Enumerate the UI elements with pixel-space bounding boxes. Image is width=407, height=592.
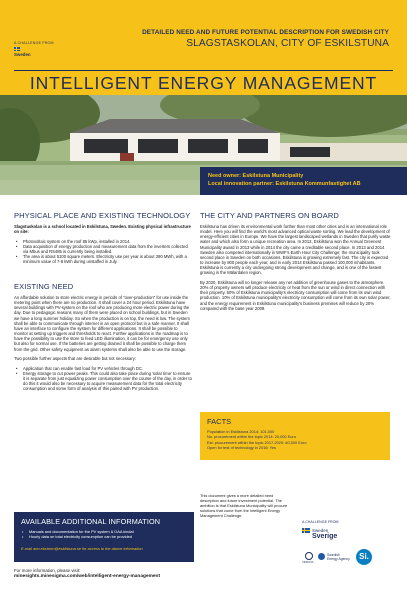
more-info-link[interactable]: minesights.minesigma.com/web/intelligent-energy-management	[14, 573, 161, 579]
physical-place-heading: PHYSICAL PLACE AND EXISTING TECHNOLOGY	[14, 211, 191, 220]
list-item: • Energy storage to cut power peaks. This could also take place during 'solar time' to ensure it is separate from just equalizing power consumption over the course of the day, in order to do this it would also be necessary to acquire measurement data for the total electricity consumption and some form of analysis of this paired with PV production.	[14, 371, 192, 392]
list-item: • Photovoltaic system on the roof 85 kWp, installed in 2014.	[14, 239, 192, 244]
header-divider	[14, 70, 393, 71]
energy-agency-icon	[318, 553, 325, 560]
sverige-word: Sverige	[312, 533, 338, 540]
energy-agency-line-1: Swedish	[327, 553, 340, 557]
fact-item: No. procurement within the topic 2014: 20,000 Euro	[207, 434, 296, 440]
need-owner-text: Need owner: Eskilstuna Municipality	[208, 173, 304, 179]
sweden-logo	[14, 47, 38, 59]
additional-info-heading: AVAILABLE ADDITIONAL INFORMATION	[21, 517, 161, 526]
city-partners-section	[200, 224, 392, 315]
local-partner-text: Local innovation partner: Eskilstuna Kommunfastighet AB	[208, 181, 361, 187]
more-info	[14, 568, 160, 579]
further-aspects-bullets	[14, 366, 192, 392]
list-item: • Data acquisition of energy production and measurement data from the inverters collected via Mbus and RS485 is currently being installed.	[14, 244, 192, 254]
existing-need-paragraph: An affordable solution to store electric energy in periods of "over-production" for use inside the metering point when there are no production. It shall cover a 24 hour period. Eskilstuna have several buildings with PV-system on the roof who are producing more electric power during the day. Due to pedagogic reasons many of them were placed on school buildings, but in Sweden we have a long summer holiday. So when the production is on top, the need is low. The system shall be able to communicate through internet in an open protocol but in a safe manner. It shall have an interface to configure the system for different applications. It shall be possible to monitor at setting up triggers and thresholds to react. Further applications in the roadmap is to have the possibility to use the store to feed LED illumination, it can be for emergency use only but also for normal use. If the batteries are getting drained it shall be possible to charge them from the grid. Other safety equipment as alarm systems shall also be able to use the storage.	[14, 295, 190, 352]
challenge-from-label: A CHALLENGE FROM	[14, 41, 54, 45]
vinnova-ring-icon	[305, 552, 313, 560]
physical-bullets	[14, 239, 192, 265]
facts-box	[200, 412, 390, 460]
vinnova-word: VINNOVA	[302, 561, 314, 564]
physical-place-section	[14, 224, 192, 269]
swedish-institute-logo: Si.	[356, 549, 372, 565]
document-note: This document gives a more detailed need description and future investment potential. The ambition is that Eskilstuna Municipality will procure solutions that come from the Intelligent Energy Management Challenge.	[200, 493, 288, 518]
sweden-sverige-logo	[302, 527, 336, 545]
footer-challenge-label: A CHALLENGE FROM	[302, 520, 339, 524]
facts-heading: FACTS	[207, 417, 232, 426]
swedish-flag-icon	[302, 528, 310, 533]
list-item: • Hourly data on total electricity consumption can be provided	[21, 534, 187, 539]
city-partners-heading: THE CITY AND PARTNERS ON BOARD	[200, 211, 339, 220]
swedish-flag-icon	[14, 47, 20, 51]
list-item: • Application that can enable fast load for PV vehicles through DC.	[14, 366, 192, 371]
energy-agency-line-2: Energy Agency	[327, 557, 350, 561]
city-paragraph-2: By 2020, Eskilstuna will no longer release any net addition of greenhouse gases to the atmosphere. 20% of property owners will produce electricity or heat from the sun or wind in direct connection with their property. 50% of Eskilstuna municipality's electricity consumption will come from its own wind production. 10% of Eskilstuna municipality's electricity consumption will come from its own solar power, and the energy requirement in Eskilstuna municipality's business premises will reduce by 20% compared with the base year 2009.	[200, 279, 391, 311]
vinnova-logo	[302, 552, 318, 564]
more-info-label: For more information, please visit:	[14, 568, 81, 573]
contact-email-text: E-mail ann.ekstrom@eskilstuna.se for access to the above information	[21, 546, 143, 552]
existing-need-heading: EXISTING NEED	[14, 282, 74, 291]
physical-intro: Slagstaskolan is a school located in Eskilstuna, Sweden. Existing physical infrastructure on site:	[14, 224, 191, 235]
further-aspects-intro: Two possible further aspects that are desirable but not necessary:	[14, 356, 136, 362]
page-subtitle: SLAGSTASKOLAN, CITY OF ESKILSTUNA	[186, 38, 389, 49]
header-band	[0, 0, 407, 95]
fact-item: Est. procurement within the topic 2017-2020: 60,000 Euro	[207, 439, 307, 445]
city-paragraph-1: Eskilstuna has driven its environmental work further than most other cities and is an international role model. Here you will find the world's most advanced optical waste sorting. We lead the development of energy-efficient cities in Europe. We have the largest landscaped wetlands in Sweden that purify waste water and which also form a unique recreation area. In 2012, Eskilstuna won the Annual Greenest Municipality award in 2013 while in 2014 the city came a creditable second place. In 2013 and 2014 Sweden also competed internationally in WWF's Earth Hour City Challenge; the municipality took second place in Sweden on both occasions. Eskilstuna is growing extremely fast. The city is expected to increase by 800 people each year, and in early 2014 Eskilstuna passed 100,000 inhabitants. Eskilstuna is currently a city undergoing strong development and change, and is one of the fastest growing in the Mälardalen region.	[200, 224, 391, 276]
fact-item: Population in Eskilstuna 2014: 101,000	[207, 429, 275, 434]
energy-agency-logo	[318, 552, 352, 564]
list-item: • The area is about 5100 square meters. Electricity use per year is about 390 MWh, with a minimum value of 7-8 kWh during unstaffed in July.	[14, 254, 192, 264]
fact-item: Open for test of technology in 2016: Yes	[207, 444, 276, 450]
list-item: • Manuals and documentation for the PV system & DAA kindat	[21, 529, 187, 534]
sweden-logo-word: Sweden	[14, 52, 31, 57]
existing-need-section	[14, 295, 192, 396]
sweden-word: Sweden	[312, 528, 329, 533]
page-title: INTELLIGENT ENERGY MANAGEMENT	[29, 73, 378, 93]
additional-info-box	[14, 512, 194, 562]
detailed-need-label: DETAILED NEED AND FUTURE POTENTIAL DESCRIPTION FOR SWEDISH CITY	[142, 29, 389, 36]
owner-box	[200, 167, 407, 195]
